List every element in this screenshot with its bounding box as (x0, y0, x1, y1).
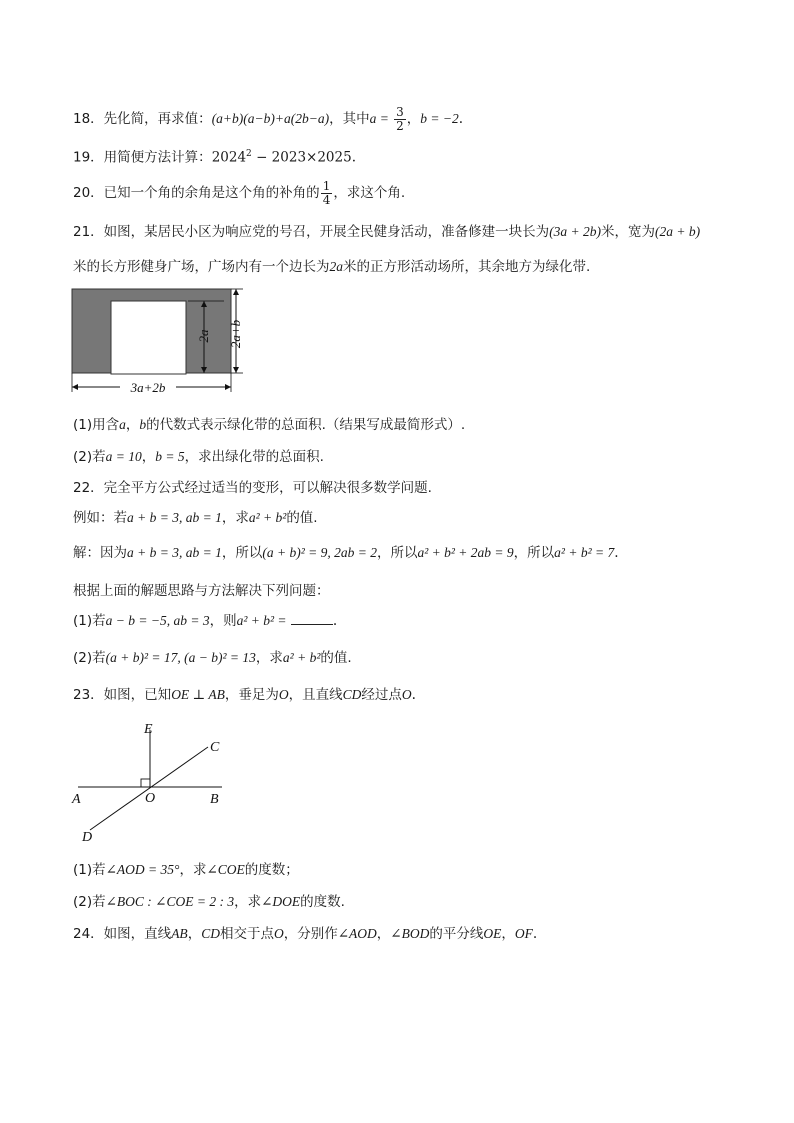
question-22-example: 例如：若a + b = 3, ab = 1，求a² + b²的值. (73, 510, 318, 526)
question-21-part-1: (1)用含a，b的代数式表示绿化带的总面积.（结果写成最简形式）. (73, 417, 466, 433)
label-D: D (82, 830, 93, 845)
q18-fraction: $\frac{3}{2}$ (396, 105, 404, 133)
question-20: 20．已知一个角的余角是这个角的补角的 $\frac{1}{4}$ ，求这个角. (73, 179, 406, 207)
right-angle-mark (141, 779, 150, 787)
q20-fraction: $\frac{1}{4}$ (322, 179, 331, 207)
label-E: E (144, 722, 153, 737)
question-23-part-2: (2)若∠BOC : ∠COE = 2 : 3，求∠DOE的度数. (73, 894, 345, 910)
label-A: A (72, 792, 81, 807)
question-22-line-1: 22．完全平方公式经过适当的变形，可以解决很多数学问题. (73, 480, 432, 496)
question-23-part-1: (1)若∠AOD = 35°，求∠COE的度数； (73, 862, 299, 878)
answer-blank[interactable] (291, 612, 333, 625)
label-2a-plus-b: 2a+b (228, 319, 243, 349)
label-C: C (210, 740, 220, 755)
question-22-part-2: (2)若(a + b)² = 17, (a − b)² = 13，求a² + b²的值. (73, 650, 352, 666)
question-18: 18．先化简，再求值：(a+b)(a−b)+a(2b−a)，其中a = $\frac{3}{2}$ ，b = −2. (73, 105, 464, 133)
question-19: 19．用简便方法计算：$2024^2 - 2023\times 2025$. (73, 149, 356, 166)
label-3a-plus-2b: 3a+2b (130, 380, 166, 395)
question-24: 24．如图，直线AB，CD相交于点O，分别作∠AOD，∠BOD的平分线OE，OF. (73, 926, 538, 942)
figure-21-rectangle-diagram (68, 284, 253, 404)
question-21-line-2: 米的长方形健身广场，广场内有一个边长为2a米的正方形活动场所，其余地方为绿化带. (73, 259, 591, 275)
line-CD (90, 747, 208, 830)
question-22-solution: 解：因为a + b = 3, ab = 1，所以(a + b)² = 9, 2ab = 2，所以a² + b² + 2ab = 9，所以a² + b² = 7. (73, 545, 619, 561)
question-21-line-1: 21．如图，某居民小区为响应党的号召，开展全民健身活动，准备修建一块长为(3a + 2b)米，宽为(2a + b) (73, 224, 701, 240)
inner-square (111, 301, 186, 374)
figure-23-angle-diagram (68, 714, 238, 846)
label-2a: 2a (196, 329, 211, 343)
question-21-part-2: (2)若a = 10，b = 5，求出绿化带的总面积. (73, 449, 324, 465)
question-22-intro: 根据上面的解题思路与方法解决下列问题： (73, 583, 330, 599)
q18-expression: (a+b)(a−b)+a(2b−a) (211, 111, 330, 126)
question-22-part-1: (1)若a − b = −5, ab = 3，则a² + b² = . (73, 613, 338, 629)
label-O: O (145, 791, 156, 806)
question-23-line-1: 23．如图，已知OE ⊥ AB，垂足为O，且直线CD经过点O. (73, 687, 416, 703)
label-B: B (210, 792, 219, 807)
